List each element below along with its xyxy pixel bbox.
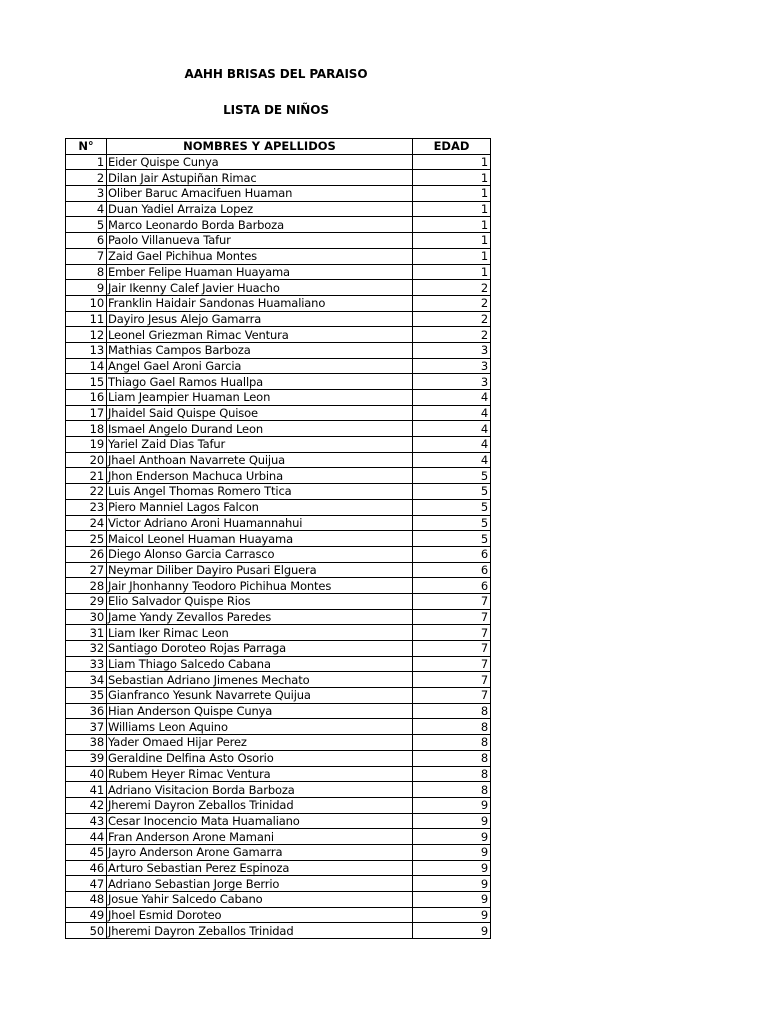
header-full-name: NOMBRES Y APELLIDOS xyxy=(107,139,413,155)
row-number: 6 xyxy=(66,233,107,249)
child-full-name: Jheremi Dayron Zeballos Trinidad xyxy=(107,923,413,939)
row-number: 18 xyxy=(66,421,107,437)
child-full-name: Yariel Zaid Dias Tafur xyxy=(107,437,413,453)
child-age: 8 xyxy=(413,782,491,798)
table-row xyxy=(66,233,491,249)
table-row xyxy=(66,264,491,280)
row-number: 47 xyxy=(66,876,107,892)
row-number: 11 xyxy=(66,311,107,327)
table-row xyxy=(66,499,491,515)
table-row xyxy=(66,484,491,500)
row-number: 19 xyxy=(66,437,107,453)
child-full-name: Diego Alonso Garcia Carrasco xyxy=(107,546,413,562)
child-age: 7 xyxy=(413,641,491,657)
child-full-name: Mathias Campos Barboza xyxy=(107,342,413,358)
child-age: 3 xyxy=(413,342,491,358)
child-age: 3 xyxy=(413,358,491,374)
child-full-name: Piero Manniel Lagos Falcon xyxy=(107,499,413,515)
child-full-name: Dilan Jair Astupiñan Rimac xyxy=(107,170,413,186)
child-full-name: Thiago Gael Ramos Huallpa xyxy=(107,374,413,390)
child-full-name: Liam Iker Rimac Leon xyxy=(107,625,413,641)
row-number: 10 xyxy=(66,295,107,311)
table-row xyxy=(66,421,491,437)
table-row xyxy=(66,813,491,829)
table-row xyxy=(66,295,491,311)
child-full-name: Fran Anderson Arone Mamani xyxy=(107,829,413,845)
child-age: 1 xyxy=(413,154,491,170)
child-age: 7 xyxy=(413,593,491,609)
child-age: 4 xyxy=(413,452,491,468)
child-full-name: Arturo Sebastian Perez Espinoza xyxy=(107,860,413,876)
table-row xyxy=(66,390,491,406)
child-full-name: Adriano Sebastian Jorge Berrio xyxy=(107,876,413,892)
children-list-table xyxy=(65,138,491,939)
row-number: 36 xyxy=(66,703,107,719)
child-age: 9 xyxy=(413,907,491,923)
child-age: 5 xyxy=(413,468,491,484)
table-row xyxy=(66,186,491,202)
child-age: 1 xyxy=(413,170,491,186)
child-age: 1 xyxy=(413,233,491,249)
child-full-name: Josue Yahir Salcedo Cabano xyxy=(107,892,413,908)
table-row xyxy=(66,719,491,735)
child-full-name: Yader Omaed Hijar Perez xyxy=(107,735,413,751)
row-number: 4 xyxy=(66,201,107,217)
row-number: 14 xyxy=(66,358,107,374)
row-number: 1 xyxy=(66,154,107,170)
row-number: 46 xyxy=(66,860,107,876)
child-full-name: Rubem Heyer Rimac Ventura xyxy=(107,766,413,782)
table-row xyxy=(66,593,491,609)
row-number: 49 xyxy=(66,907,107,923)
row-number: 50 xyxy=(66,923,107,939)
table-row xyxy=(66,201,491,217)
table-row xyxy=(66,750,491,766)
table-row xyxy=(66,311,491,327)
child-full-name: Santiago Doroteo Rojas Parraga xyxy=(107,641,413,657)
child-full-name: Williams Leon Aquino xyxy=(107,719,413,735)
child-full-name: Neymar Diliber Dayiro Pusari Elguera xyxy=(107,562,413,578)
table-row xyxy=(66,656,491,672)
child-age: 4 xyxy=(413,437,491,453)
child-age: 7 xyxy=(413,656,491,672)
row-number: 45 xyxy=(66,844,107,860)
child-age: 7 xyxy=(413,625,491,641)
row-number: 38 xyxy=(66,735,107,751)
row-number: 35 xyxy=(66,688,107,704)
row-number: 28 xyxy=(66,578,107,594)
child-age: 1 xyxy=(413,217,491,233)
child-age: 4 xyxy=(413,421,491,437)
child-full-name: Jheremi Dayron Zeballos Trinidad xyxy=(107,797,413,813)
child-age: 2 xyxy=(413,280,491,296)
row-number: 17 xyxy=(66,405,107,421)
child-age: 9 xyxy=(413,797,491,813)
child-age: 4 xyxy=(413,405,491,421)
row-number: 43 xyxy=(66,813,107,829)
table-row xyxy=(66,531,491,547)
row-number: 12 xyxy=(66,327,107,343)
row-number: 25 xyxy=(66,531,107,547)
row-number: 16 xyxy=(66,390,107,406)
row-number: 31 xyxy=(66,625,107,641)
child-full-name: Victor Adriano Aroni Huamannahui xyxy=(107,515,413,531)
child-age: 5 xyxy=(413,531,491,547)
child-full-name: Zaid Gael Pichihua Montes xyxy=(107,248,413,264)
table-row xyxy=(66,703,491,719)
child-full-name: Leonel Griezman Rimac Ventura xyxy=(107,327,413,343)
child-age: 2 xyxy=(413,295,491,311)
row-number: 9 xyxy=(66,280,107,296)
child-age: 1 xyxy=(413,186,491,202)
table-row xyxy=(66,578,491,594)
table-row xyxy=(66,672,491,688)
child-full-name: Liam Jeampier Huaman Leon xyxy=(107,390,413,406)
table-row xyxy=(66,923,491,939)
table-row xyxy=(66,797,491,813)
child-full-name: Duan Yadiel Arraiza Lopez xyxy=(107,201,413,217)
child-full-name: Ismael Angelo Durand Leon xyxy=(107,421,413,437)
row-number: 23 xyxy=(66,499,107,515)
child-age: 9 xyxy=(413,844,491,860)
child-age: 9 xyxy=(413,860,491,876)
child-age: 1 xyxy=(413,201,491,217)
row-number: 22 xyxy=(66,484,107,500)
row-number: 7 xyxy=(66,248,107,264)
child-full-name: Jhaidel Said Quispe Quisoe xyxy=(107,405,413,421)
child-full-name: Elio Salvador Quispe Rios xyxy=(107,593,413,609)
table-row xyxy=(66,562,491,578)
table-row xyxy=(66,154,491,170)
child-full-name: Hian Anderson Quispe Cunya xyxy=(107,703,413,719)
child-full-name: Marco Leonardo Borda Barboza xyxy=(107,217,413,233)
table-row xyxy=(66,374,491,390)
child-age: 1 xyxy=(413,248,491,264)
table-row xyxy=(66,546,491,562)
child-age: 8 xyxy=(413,703,491,719)
child-age: 6 xyxy=(413,562,491,578)
row-number: 41 xyxy=(66,782,107,798)
row-number: 39 xyxy=(66,750,107,766)
table-header-row xyxy=(66,139,491,155)
child-full-name: Jair Jhonhanny Teodoro Pichihua Montes xyxy=(107,578,413,594)
child-age: 2 xyxy=(413,311,491,327)
table-row xyxy=(66,782,491,798)
child-age: 9 xyxy=(413,813,491,829)
table-row xyxy=(66,248,491,264)
table-row xyxy=(66,844,491,860)
table-row xyxy=(66,405,491,421)
row-number: 27 xyxy=(66,562,107,578)
table-row xyxy=(66,609,491,625)
child-full-name: Jhon Enderson Machuca Urbina xyxy=(107,468,413,484)
child-full-name: Jhoel Esmid Doroteo xyxy=(107,907,413,923)
row-number: 15 xyxy=(66,374,107,390)
child-full-name: Oliber Baruc Amacifuen Huaman xyxy=(107,186,413,202)
row-number: 26 xyxy=(66,546,107,562)
child-age: 7 xyxy=(413,672,491,688)
table-row xyxy=(66,907,491,923)
child-full-name: Jair Ikenny Calef Javier Huacho xyxy=(107,280,413,296)
child-full-name: Maicol Leonel Huaman Huayama xyxy=(107,531,413,547)
table-body xyxy=(66,154,491,938)
child-age: 8 xyxy=(413,735,491,751)
table-row xyxy=(66,876,491,892)
row-number: 8 xyxy=(66,264,107,280)
document-subtitle: LISTA DE NIÑOS xyxy=(223,103,329,117)
row-number: 13 xyxy=(66,342,107,358)
document-title: AAHH BRISAS DEL PARAISO xyxy=(184,67,368,81)
row-number: 3 xyxy=(66,186,107,202)
table-row xyxy=(66,358,491,374)
row-number: 32 xyxy=(66,641,107,657)
child-full-name: Dayiro Jesus Alejo Gamarra xyxy=(107,311,413,327)
table-row xyxy=(66,437,491,453)
child-age: 6 xyxy=(413,546,491,562)
table-row xyxy=(66,641,491,657)
child-full-name: Angel Gael Aroni Garcia xyxy=(107,358,413,374)
child-age: 9 xyxy=(413,829,491,845)
child-age: 7 xyxy=(413,609,491,625)
table-row xyxy=(66,625,491,641)
row-number: 21 xyxy=(66,468,107,484)
child-full-name: Jhael Anthoan Navarrete Quijua xyxy=(107,452,413,468)
header-age: EDAD xyxy=(413,139,491,155)
child-full-name: Jayro Anderson Arone Gamarra xyxy=(107,844,413,860)
table-row xyxy=(66,342,491,358)
child-full-name: Gianfranco Yesunk Navarrete Quijua xyxy=(107,688,413,704)
table-row xyxy=(66,452,491,468)
child-age: 9 xyxy=(413,892,491,908)
row-number: 37 xyxy=(66,719,107,735)
table-row xyxy=(66,280,491,296)
table-row xyxy=(66,860,491,876)
table-row xyxy=(66,515,491,531)
header-number: N° xyxy=(66,139,107,155)
child-age: 5 xyxy=(413,499,491,515)
child-full-name: Paolo Villanueva Tafur xyxy=(107,233,413,249)
table-row xyxy=(66,327,491,343)
child-age: 2 xyxy=(413,327,491,343)
child-age: 4 xyxy=(413,390,491,406)
child-age: 8 xyxy=(413,766,491,782)
child-age: 8 xyxy=(413,750,491,766)
child-age: 5 xyxy=(413,515,491,531)
child-full-name: Ember Felipe Huaman Huayama xyxy=(107,264,413,280)
child-age: 6 xyxy=(413,578,491,594)
row-number: 34 xyxy=(66,672,107,688)
table-row xyxy=(66,829,491,845)
table-row xyxy=(66,468,491,484)
row-number: 2 xyxy=(66,170,107,186)
row-number: 44 xyxy=(66,829,107,845)
table-row xyxy=(66,766,491,782)
row-number: 48 xyxy=(66,892,107,908)
row-number: 40 xyxy=(66,766,107,782)
child-age: 3 xyxy=(413,374,491,390)
row-number: 33 xyxy=(66,656,107,672)
child-full-name: Adriano Visitacion Borda Barboza xyxy=(107,782,413,798)
child-full-name: Eider Quispe Cunya xyxy=(107,154,413,170)
row-number: 29 xyxy=(66,593,107,609)
row-number: 30 xyxy=(66,609,107,625)
table-row xyxy=(66,217,491,233)
table-row xyxy=(66,170,491,186)
row-number: 20 xyxy=(66,452,107,468)
row-number: 24 xyxy=(66,515,107,531)
child-full-name: Geraldine Delfina Asto Osorio xyxy=(107,750,413,766)
child-full-name: Sebastian Adriano Jimenes Mechato xyxy=(107,672,413,688)
row-number: 42 xyxy=(66,797,107,813)
child-full-name: Liam Thiago Salcedo Cabana xyxy=(107,656,413,672)
table-row xyxy=(66,688,491,704)
child-age: 1 xyxy=(413,264,491,280)
table-row xyxy=(66,892,491,908)
child-full-name: Luis Angel Thomas Romero Ttica xyxy=(107,484,413,500)
child-age: 8 xyxy=(413,719,491,735)
child-age: 9 xyxy=(413,876,491,892)
table-row xyxy=(66,735,491,751)
child-full-name: Franklin Haidair Sandonas Huamaliano xyxy=(107,295,413,311)
child-age: 5 xyxy=(413,484,491,500)
child-full-name: Jame Yandy Zevallos Paredes xyxy=(107,609,413,625)
child-age: 7 xyxy=(413,688,491,704)
row-number: 5 xyxy=(66,217,107,233)
child-age: 9 xyxy=(413,923,491,939)
child-full-name: Cesar Inocencio Mata Huamaliano xyxy=(107,813,413,829)
